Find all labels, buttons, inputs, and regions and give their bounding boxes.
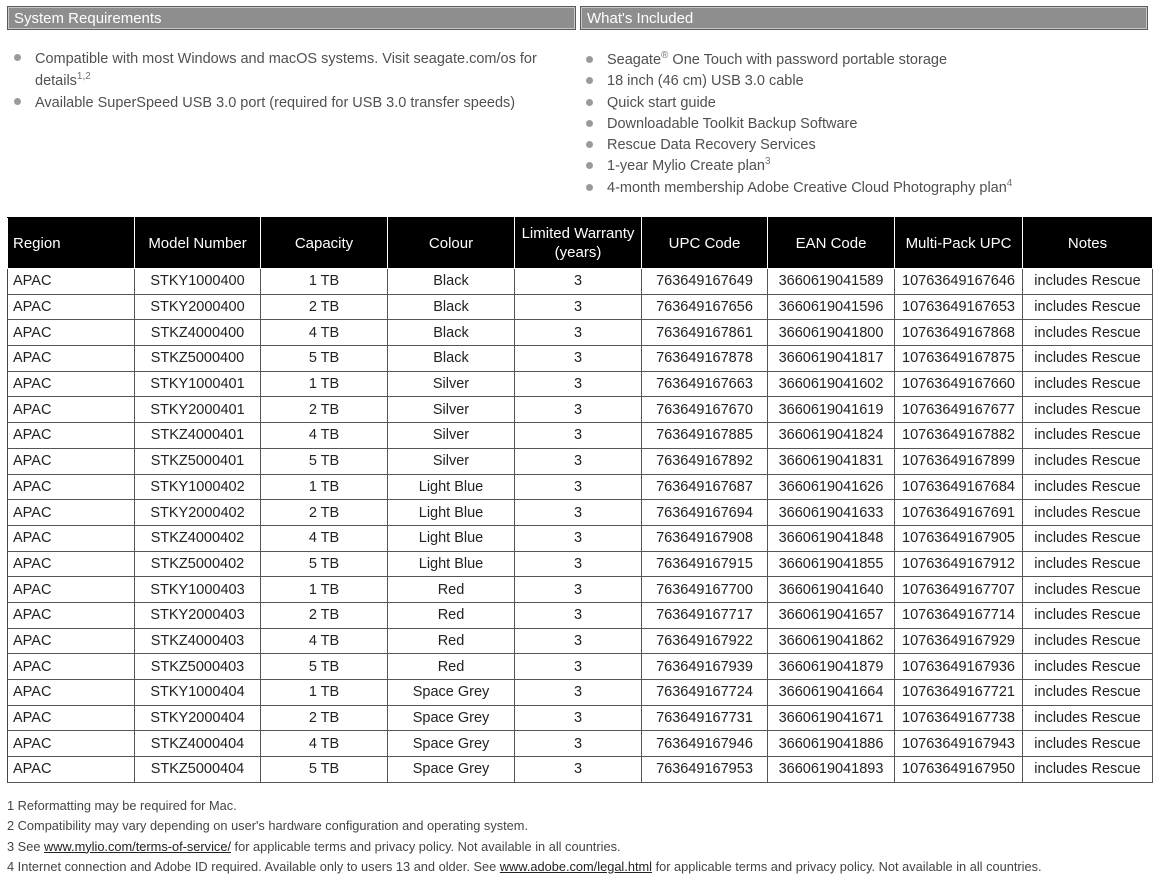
cell-model-number: STKY2000403 <box>135 602 261 628</box>
cell-region: APAC <box>8 628 135 654</box>
cell-region: APAC <box>8 551 135 577</box>
cell-upc-code: 763649167946 <box>642 731 768 757</box>
cell-ean-code: 3660619041633 <box>768 500 895 526</box>
cell-ean-code: 3660619041893 <box>768 757 895 783</box>
cell-upc-code: 763649167861 <box>642 320 768 346</box>
cell-notes: includes Rescue <box>1023 397 1153 423</box>
table-row <box>8 577 1153 603</box>
cell-warranty: 3 <box>515 346 642 372</box>
cell-capacity: 4 TB <box>261 423 388 449</box>
cell-upc-code: 763649167731 <box>642 705 768 731</box>
mylio-terms-link[interactable]: www.mylio.com/terms-of-service/ <box>44 838 231 854</box>
cell-ean-code: 3660619041824 <box>768 423 895 449</box>
cell-colour: Space Grey <box>388 731 515 757</box>
footnotes <box>7 796 1152 877</box>
cell-model-number: STKY2000400 <box>135 294 261 320</box>
cell-capacity: 5 TB <box>261 448 388 474</box>
whats-included-heading: What's Included <box>580 6 1148 30</box>
cell-model-number: STKY1000401 <box>135 371 261 397</box>
adobe-legal-link[interactable]: www.adobe.com/legal.html <box>499 858 653 874</box>
cell-upc-code: 763649167878 <box>642 346 768 372</box>
cell-region: APAC <box>8 448 135 474</box>
list-item: Rescue Data Recovery Services <box>579 135 1149 156</box>
bullet-icon <box>586 184 593 191</box>
cell-model-number: STKY1000404 <box>135 680 261 706</box>
cell-model-number: STKZ4000403 <box>135 628 261 654</box>
cell-upc-code: 763649167656 <box>642 294 768 320</box>
cell-region: APAC <box>8 731 135 757</box>
cell-region: APAC <box>8 654 135 680</box>
cell-warranty: 3 <box>515 602 642 628</box>
cell-colour: Space Grey <box>388 705 515 731</box>
list-item: 4-month membership Adobe Creative Cloud Photography plan$^4$ <box>579 178 1149 199</box>
cell-ean-code: 3660619041831 <box>768 448 895 474</box>
cell-ean-code: 3660619041626 <box>768 474 895 500</box>
cell-notes: includes Rescue <box>1023 602 1153 628</box>
cell-warranty: 3 <box>515 628 642 654</box>
cell-region: APAC <box>8 525 135 551</box>
cell-upc-code: 763649167908 <box>642 525 768 551</box>
column-header-region: Region <box>8 218 135 269</box>
cell-region: APAC <box>8 346 135 372</box>
cell-notes: includes Rescue <box>1023 551 1153 577</box>
table-row <box>8 551 1153 577</box>
cell-region: APAC <box>8 680 135 706</box>
cell-capacity: 4 TB <box>261 731 388 757</box>
cell-model-number: STKZ5000403 <box>135 654 261 680</box>
cell-multipack-upc: 10763649167936 <box>895 654 1023 680</box>
cell-region: APAC <box>8 500 135 526</box>
cell-ean-code: 3660619041879 <box>768 654 895 680</box>
list-item: 18 inch (46 cm) USB 3.0 cable <box>579 71 1149 92</box>
cell-warranty: 3 <box>515 371 642 397</box>
product-spec-table <box>7 217 1153 783</box>
cell-multipack-upc: 10763649167738 <box>895 705 1023 731</box>
cell-notes: includes Rescue <box>1023 423 1153 449</box>
footnote-4: 4 Internet connection and Adobe ID required. Available only to users 13 and older. See www.adobe.com/legal.html for applicable terms and privacy policy. Not available in all countries. <box>7 858 1042 874</box>
cell-ean-code: 3660619041886 <box>768 731 895 757</box>
cell-notes: includes Rescue <box>1023 731 1153 757</box>
cell-capacity: 1 TB <box>261 577 388 603</box>
column-header-upc-code: UPC Code <box>642 218 768 269</box>
cell-multipack-upc: 10763649167646 <box>895 269 1023 295</box>
cell-region: APAC <box>8 705 135 731</box>
cell-colour: Black <box>388 294 515 320</box>
table-row <box>8 525 1153 551</box>
bullet-icon <box>14 98 21 105</box>
cell-capacity: 1 TB <box>261 371 388 397</box>
bullet-icon <box>586 141 593 148</box>
column-header-warranty: Limited Warranty (years) <box>515 218 642 269</box>
column-header-ean-code: EAN Code <box>768 218 895 269</box>
table-row <box>8 346 1153 372</box>
system-requirements-heading: System Requirements <box>7 6 576 30</box>
cell-ean-code: 3660619041817 <box>768 346 895 372</box>
cell-multipack-upc: 10763649167905 <box>895 525 1023 551</box>
cell-region: APAC <box>8 371 135 397</box>
cell-model-number: STKZ5000404 <box>135 757 261 783</box>
table-row <box>8 269 1153 295</box>
cell-upc-code: 763649167687 <box>642 474 768 500</box>
cell-multipack-upc: 10763649167868 <box>895 320 1023 346</box>
cell-upc-code: 763649167953 <box>642 757 768 783</box>
cell-upc-code: 763649167700 <box>642 577 768 603</box>
cell-notes: includes Rescue <box>1023 628 1153 654</box>
cell-upc-code: 763649167717 <box>642 602 768 628</box>
table-row <box>8 654 1153 680</box>
cell-capacity: 2 TB <box>261 500 388 526</box>
cell-capacity: 4 TB <box>261 320 388 346</box>
cell-upc-code: 763649167649 <box>642 269 768 295</box>
cell-multipack-upc: 10763649167899 <box>895 448 1023 474</box>
cell-upc-code: 763649167724 <box>642 680 768 706</box>
cell-colour: Red <box>388 577 515 603</box>
cell-ean-code: 3660619041657 <box>768 602 895 628</box>
table-row <box>8 705 1153 731</box>
cell-ean-code: 3660619041862 <box>768 628 895 654</box>
table-body <box>8 269 1153 783</box>
cell-capacity: 1 TB <box>261 474 388 500</box>
cell-ean-code: 3660619041671 <box>768 705 895 731</box>
cell-multipack-upc: 10763649167707 <box>895 577 1023 603</box>
table-row <box>8 474 1153 500</box>
cell-multipack-upc: 10763649167875 <box>895 346 1023 372</box>
cell-notes: includes Rescue <box>1023 705 1153 731</box>
system-requirements-list <box>7 48 567 114</box>
cell-model-number: STKY2000402 <box>135 500 261 526</box>
cell-multipack-upc: 10763649167714 <box>895 602 1023 628</box>
cell-colour: Light Blue <box>388 525 515 551</box>
cell-warranty: 3 <box>515 320 642 346</box>
cell-multipack-upc: 10763649167943 <box>895 731 1023 757</box>
cell-capacity: 5 TB <box>261 757 388 783</box>
cell-model-number: STKY1000403 <box>135 577 261 603</box>
cell-model-number: STKZ4000401 <box>135 423 261 449</box>
table-row <box>8 397 1153 423</box>
cell-colour: Light Blue <box>388 500 515 526</box>
cell-notes: includes Rescue <box>1023 757 1153 783</box>
cell-capacity: 2 TB <box>261 397 388 423</box>
cell-ean-code: 3660619041640 <box>768 577 895 603</box>
cell-colour: Light Blue <box>388 551 515 577</box>
cell-capacity: 2 TB <box>261 705 388 731</box>
cell-multipack-upc: 10763649167677 <box>895 397 1023 423</box>
cell-upc-code: 763649167694 <box>642 500 768 526</box>
table-row <box>8 680 1153 706</box>
cell-notes: includes Rescue <box>1023 474 1153 500</box>
list-item: Available SuperSpeed USB 3.0 port (required for USB 3.0 transfer speeds) <box>7 92 567 114</box>
cell-model-number: STKY2000404 <box>135 705 261 731</box>
cell-colour: Black <box>388 269 515 295</box>
cell-warranty: 3 <box>515 448 642 474</box>
cell-notes: includes Rescue <box>1023 500 1153 526</box>
cell-warranty: 3 <box>515 705 642 731</box>
cell-upc-code: 763649167915 <box>642 551 768 577</box>
whats-included-list <box>579 50 1149 199</box>
cell-multipack-upc: 10763649167929 <box>895 628 1023 654</box>
cell-colour: Red <box>388 654 515 680</box>
cell-model-number: STKZ4000404 <box>135 731 261 757</box>
cell-warranty: 3 <box>515 731 642 757</box>
cell-ean-code: 3660619041855 <box>768 551 895 577</box>
cell-ean-code: 3660619041602 <box>768 371 895 397</box>
cell-model-number: STKZ4000402 <box>135 525 261 551</box>
cell-notes: includes Rescue <box>1023 346 1153 372</box>
cell-upc-code: 763649167663 <box>642 371 768 397</box>
cell-model-number: STKZ5000400 <box>135 346 261 372</box>
cell-model-number: STKY1000400 <box>135 269 261 295</box>
cell-multipack-upc: 10763649167653 <box>895 294 1023 320</box>
cell-colour: Space Grey <box>388 680 515 706</box>
cell-ean-code: 3660619041664 <box>768 680 895 706</box>
column-header-notes: Notes <box>1023 218 1153 269</box>
table-row <box>8 371 1153 397</box>
cell-region: APAC <box>8 474 135 500</box>
cell-warranty: 3 <box>515 269 642 295</box>
footnote-1: 1 Reformatting may be required for Mac. <box>7 798 237 813</box>
cell-colour: Black <box>388 346 515 372</box>
cell-notes: includes Rescue <box>1023 448 1153 474</box>
cell-notes: includes Rescue <box>1023 654 1153 680</box>
cell-upc-code: 763649167939 <box>642 654 768 680</box>
column-header-colour: Colour <box>388 218 515 269</box>
cell-multipack-upc: 10763649167691 <box>895 500 1023 526</box>
bullet-icon <box>14 54 21 61</box>
cell-capacity: 4 TB <box>261 628 388 654</box>
cell-ean-code: 3660619041596 <box>768 294 895 320</box>
cell-region: APAC <box>8 577 135 603</box>
cell-colour: Silver <box>388 397 515 423</box>
table-row <box>8 602 1153 628</box>
cell-model-number: STKY1000402 <box>135 474 261 500</box>
cell-notes: includes Rescue <box>1023 577 1153 603</box>
cell-region: APAC <box>8 269 135 295</box>
cell-capacity: 2 TB <box>261 602 388 628</box>
cell-notes: includes Rescue <box>1023 680 1153 706</box>
table-row <box>8 628 1153 654</box>
cell-model-number: STKZ4000400 <box>135 320 261 346</box>
cell-notes: includes Rescue <box>1023 371 1153 397</box>
cell-multipack-upc: 10763649167721 <box>895 680 1023 706</box>
cell-multipack-upc: 10763649167912 <box>895 551 1023 577</box>
column-header-capacity: Capacity <box>261 218 388 269</box>
cell-ean-code: 3660619041800 <box>768 320 895 346</box>
bullet-icon <box>586 120 593 127</box>
cell-warranty: 3 <box>515 577 642 603</box>
column-header-multipack-upc: Multi-Pack UPC <box>895 218 1023 269</box>
cell-region: APAC <box>8 423 135 449</box>
bullet-icon <box>586 56 593 63</box>
list-item: Downloadable Toolkit Backup Software <box>579 114 1149 135</box>
cell-capacity: 5 TB <box>261 654 388 680</box>
cell-warranty: 3 <box>515 680 642 706</box>
cell-colour: Silver <box>388 371 515 397</box>
cell-colour: Space Grey <box>388 757 515 783</box>
cell-notes: includes Rescue <box>1023 269 1153 295</box>
cell-upc-code: 763649167892 <box>642 448 768 474</box>
table-header-row <box>8 218 1153 269</box>
cell-capacity: 2 TB <box>261 294 388 320</box>
cell-warranty: 3 <box>515 500 642 526</box>
table-row <box>8 320 1153 346</box>
cell-upc-code: 763649167885 <box>642 423 768 449</box>
cell-notes: includes Rescue <box>1023 320 1153 346</box>
cell-warranty: 3 <box>515 423 642 449</box>
cell-warranty: 3 <box>515 757 642 783</box>
cell-warranty: 3 <box>515 551 642 577</box>
table-row <box>8 731 1153 757</box>
cell-ean-code: 3660619041589 <box>768 269 895 295</box>
cell-capacity: 4 TB <box>261 525 388 551</box>
cell-region: APAC <box>8 397 135 423</box>
cell-region: APAC <box>8 757 135 783</box>
cell-region: APAC <box>8 320 135 346</box>
list-item: Compatible with most Windows and macOS systems. Visit seagate.com/os for details$^{1,2}$ <box>7 48 567 92</box>
cell-upc-code: 763649167670 <box>642 397 768 423</box>
cell-model-number: STKY2000401 <box>135 397 261 423</box>
cell-warranty: 3 <box>515 397 642 423</box>
cell-notes: includes Rescue <box>1023 294 1153 320</box>
cell-capacity: 1 TB <box>261 269 388 295</box>
footnote-2: 2 Compatibility may vary depending on user's hardware configuration and operating system. <box>7 818 528 834</box>
cell-multipack-upc: 10763649167684 <box>895 474 1023 500</box>
cell-warranty: 3 <box>515 654 642 680</box>
cell-multipack-upc: 10763649167950 <box>895 757 1023 783</box>
cell-capacity: 5 TB <box>261 551 388 577</box>
cell-colour: Silver <box>388 423 515 449</box>
cell-ean-code: 3660619041848 <box>768 525 895 551</box>
cell-model-number: STKZ5000401 <box>135 448 261 474</box>
column-header-model-number: Model Number <box>135 218 261 269</box>
cell-ean-code: 3660619041619 <box>768 397 895 423</box>
cell-colour: Black <box>388 320 515 346</box>
cell-warranty: 3 <box>515 474 642 500</box>
cell-colour: Light Blue <box>388 474 515 500</box>
cell-capacity: 5 TB <box>261 346 388 372</box>
list-item: Quick start guide <box>579 93 1149 114</box>
footnote-3: 3 See www.mylio.com/terms-of-service/ for applicable terms and privacy policy. Not available in all countries. <box>7 838 621 854</box>
table-row <box>8 757 1153 783</box>
cell-multipack-upc: 10763649167660 <box>895 371 1023 397</box>
list-item: 1-year Mylio Create plan$^3$ <box>579 156 1149 177</box>
table-row <box>8 423 1153 449</box>
cell-region: APAC <box>8 602 135 628</box>
cell-warranty: 3 <box>515 294 642 320</box>
cell-multipack-upc: 10763649167882 <box>895 423 1023 449</box>
cell-colour: Silver <box>388 448 515 474</box>
cell-colour: Red <box>388 628 515 654</box>
cell-upc-code: 763649167922 <box>642 628 768 654</box>
cell-notes: includes Rescue <box>1023 525 1153 551</box>
cell-warranty: 3 <box>515 525 642 551</box>
cell-model-number: STKZ5000402 <box>135 551 261 577</box>
cell-region: APAC <box>8 294 135 320</box>
bullet-icon <box>586 162 593 169</box>
bullet-icon <box>586 99 593 106</box>
table-row <box>8 500 1153 526</box>
bullet-icon <box>586 77 593 84</box>
cell-capacity: 1 TB <box>261 680 388 706</box>
cell-colour: Red <box>388 602 515 628</box>
table-row <box>8 448 1153 474</box>
table-row <box>8 294 1153 320</box>
list-item: Seagate® One Touch with password portable storage <box>579 50 1149 71</box>
